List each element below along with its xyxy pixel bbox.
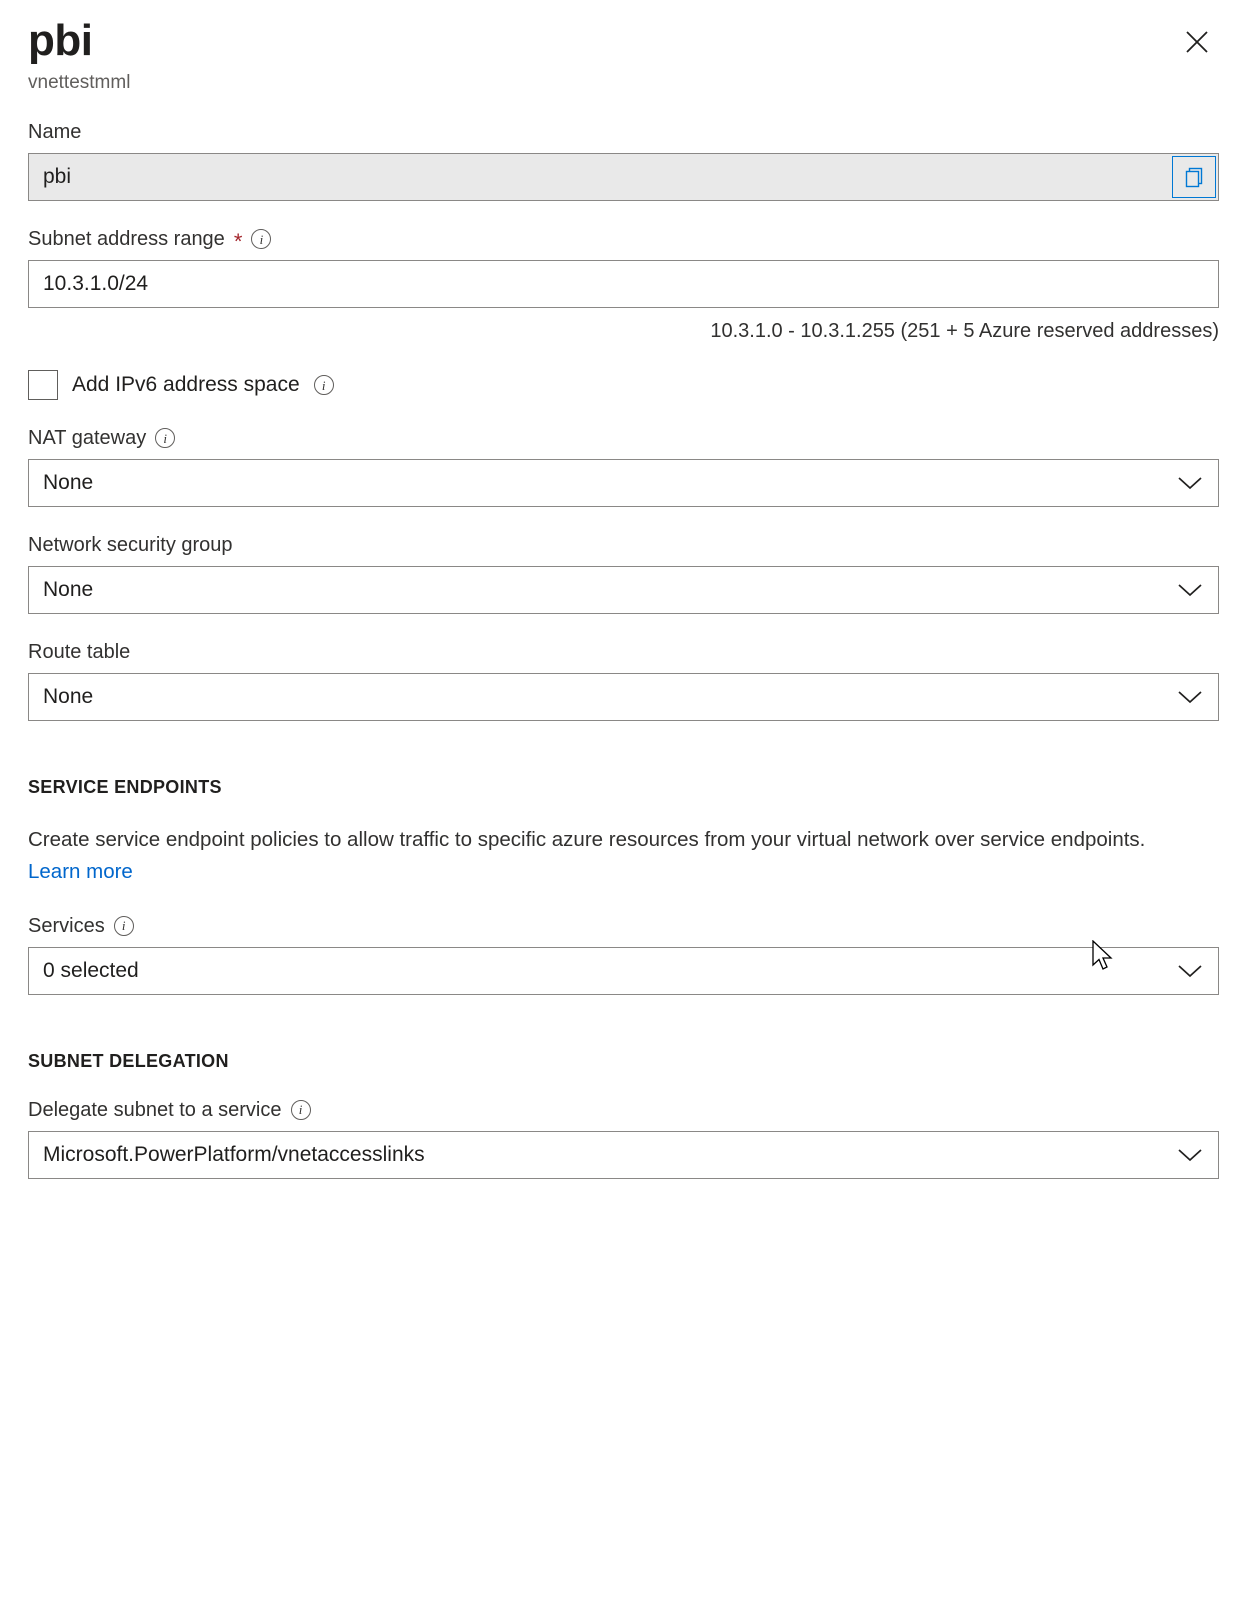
add-ipv6-row[interactable] [28, 370, 1219, 400]
name-label-text: Name [28, 121, 82, 144]
field-network-security-group [28, 533, 1219, 614]
subnet-address-range-helper: 10.3.1.0 - 10.3.1.255 (251 + 5 Azure reserved addresses) [710, 320, 1219, 343]
learn-more-link[interactable]: Learn more [28, 859, 133, 883]
add-ipv6-label: Add IPv6 address space [72, 373, 300, 397]
route-table-value: None [43, 685, 94, 709]
name-input[interactable] [28, 153, 1219, 201]
services-select-wrap [28, 947, 1219, 995]
info-icon[interactable]: i [291, 1100, 311, 1120]
delegate-subnet-label [28, 1098, 1219, 1122]
name-input-wrap [28, 153, 1219, 201]
field-services [28, 914, 1219, 995]
service-endpoints-description-text: Create service endpoint policies to allow traffic to specific azure resources from your virtual network over service endpoints. [28, 828, 1146, 852]
delegate-subnet-label-text: Delegate subnet to a service [28, 1098, 282, 1121]
route-table-select-wrap [28, 673, 1219, 721]
section-title-service-endpoints: SERVICE ENDPOINTS [28, 777, 222, 798]
subnet-address-range-input-wrap [28, 260, 1219, 308]
field-route-table [28, 640, 1219, 721]
services-value: 0 selected [43, 958, 139, 982]
subnet-address-range-input[interactable] [28, 260, 1219, 308]
delegate-subnet-select[interactable] [28, 1131, 1219, 1179]
route-table-label [28, 640, 1219, 664]
network-security-group-label [28, 533, 1219, 557]
subnet-form [0, 120, 1247, 1219]
name-label [28, 120, 1219, 144]
field-subnet-address-range [28, 227, 1219, 344]
network-security-group-select-wrap [28, 566, 1219, 614]
network-security-group-value: None [43, 578, 94, 602]
nat-gateway-label [28, 426, 1219, 450]
info-icon[interactable]: i [251, 229, 271, 249]
nat-gateway-select[interactable] [28, 459, 1219, 507]
info-icon[interactable]: i [155, 428, 175, 448]
close-icon[interactable] [1177, 22, 1217, 62]
copy-icon[interactable] [1172, 156, 1216, 198]
add-ipv6-checkbox[interactable] [28, 370, 58, 400]
page-subtitle: vnettestmml [28, 72, 131, 94]
route-table-label-text: Route table [28, 641, 131, 664]
info-icon[interactable]: i [314, 375, 334, 395]
services-label [28, 914, 1219, 938]
services-select[interactable] [28, 947, 1219, 995]
required-marker: * [233, 229, 243, 255]
network-security-group-label-text: Network security group [28, 534, 233, 557]
nat-gateway-select-wrap [28, 459, 1219, 507]
info-icon[interactable]: i [114, 916, 134, 936]
field-nat-gateway [28, 426, 1219, 507]
subnet-address-range-label [28, 227, 1219, 255]
services-label-text: Services [28, 914, 105, 937]
blade-header [0, 0, 1247, 94]
service-endpoints-description [28, 824, 1148, 888]
delegate-subnet-value: Microsoft.PowerPlatform/vnetaccesslinks [43, 1142, 425, 1166]
section-title-subnet-delegation: SUBNET DELEGATION [28, 1050, 229, 1071]
route-table-select[interactable] [28, 673, 1219, 721]
nat-gateway-value: None [43, 471, 94, 495]
page-title: pbi [28, 16, 93, 65]
nat-gateway-label-text: NAT gateway [28, 427, 147, 450]
network-security-group-select[interactable] [28, 566, 1219, 614]
field-delegate-subnet [28, 1098, 1219, 1179]
field-name [28, 120, 1219, 201]
delegate-subnet-select-wrap [28, 1131, 1219, 1179]
subnet-address-range-label-text: Subnet address range [28, 228, 225, 251]
